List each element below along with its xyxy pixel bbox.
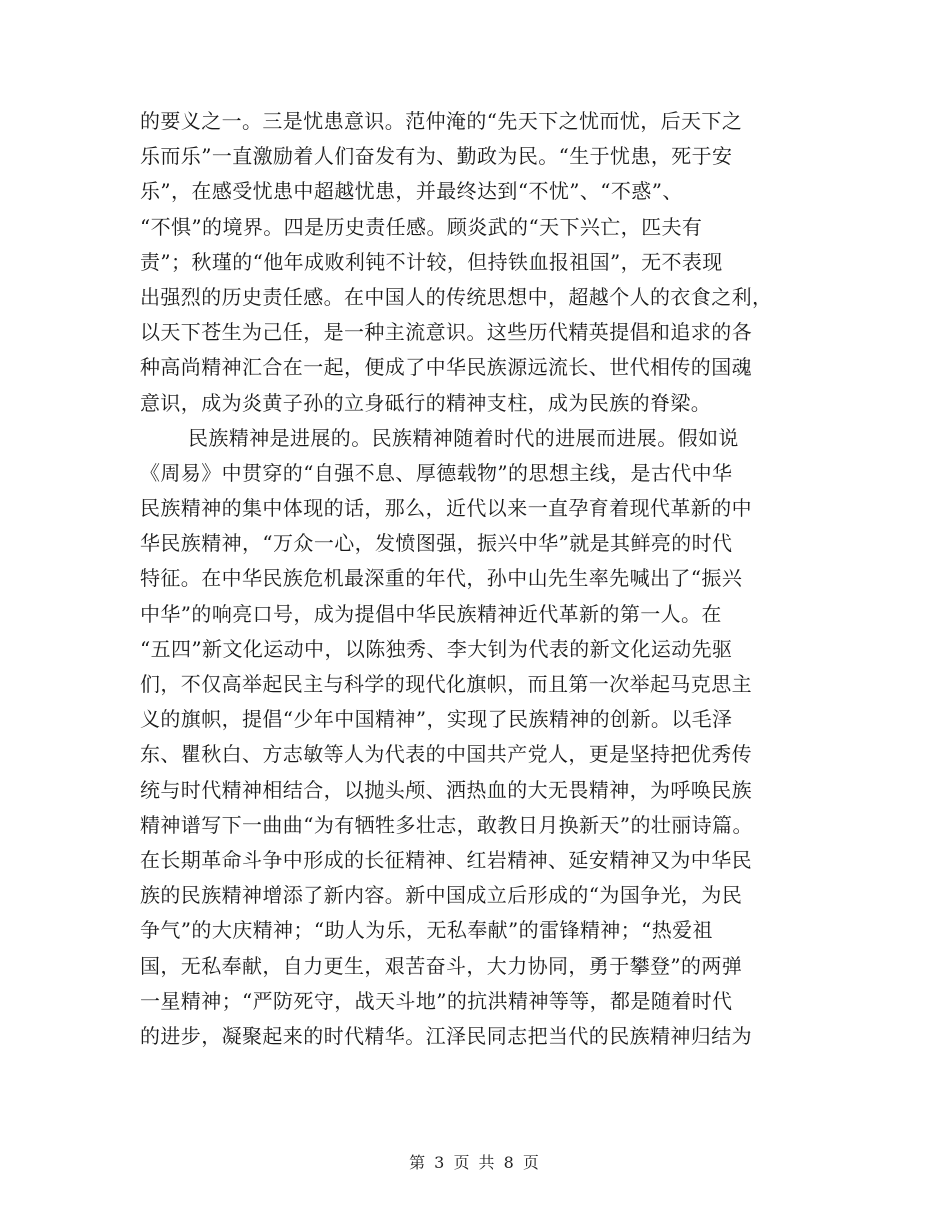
text-line: 的要义之一。三是忧患意识。范仲淹的“先天下之忧而忧，后天下之 [140,109,743,133]
text-line: 精神谱写下一曲曲“为有牺牲多壮志，敢教日月换新天”的壮丽诗篇。 [140,812,753,837]
text-line: 族的民族精神增添了新内容。新中国成立后形成的“为国争光，为民 [140,883,743,908]
text-line: 民族精神是进展的。民族精神随着时代的进展而进展。假如说 [188,425,739,450]
text-line: 乐”，在感受忧患中超越忧患，并最终达到“不忧”、“不惑”、 [140,179,683,204]
text-line: 民族精神的集中体现的话，那么，近代以来一直孕育着现代革新的中 [140,496,752,521]
text-line: “不惧”的境界。四是历史责任感。顾炎武的“天下兴亡，匹夫有 [140,214,703,239]
text-line: 争气”的大庆精神；“助人为乐，无私奉献”的雷锋精神；“热爱祖 [140,918,713,943]
text-line: 的进步，凝聚起来的时代精华。江泽民同志把当代的民族精神归结为 [140,1023,752,1048]
text-line: 特征。在中华民族危机最深重的年代，孙中山先生率先喊出了“振兴 [140,566,743,591]
text-line: 华民族精神，“万众一心，发愤图强，振兴中华”就是其鲜亮的时代 [140,531,733,556]
text-line: 种高尚精神汇合在一起，便成了中华民族源远流长、世代相传的国魂 [140,355,752,380]
document-body [140,104,820,1054]
text-line: 一星精神；“严防死守，战天斗地”的抗洪精神等等，都是随着时代 [140,988,733,1013]
text-line: 意识，成为炎黄子孙的立身砥行的精神支柱，成为民族的脊梁。 [140,390,712,415]
text-line: “五四”新文化运动中，以陈独秀、李大钊为代表的新文化运动先驱 [140,636,733,661]
text-line: 中华”的响亮口号，成为提倡中华民族精神近代革新的第一人。在 [140,601,722,626]
text-line: 责”；秋瑾的“他年成败利钝不计较，但持铁血报祖国”，无不表现 [140,249,723,274]
text-line: 出强烈的历史责任感。在中国人的传统思想中，超越个人的衣食之利， [140,284,773,309]
text-line: 以天下苍生为己任，是一种主流意识。这些历代精英提倡和追求的各 [140,320,752,345]
page-number-footer: 第 3 页 共 8 页 [409,1153,541,1172]
text-line: 义的旗帜，提倡“少年中国精神”，实现了民族精神的创新。以毛泽 [140,707,733,732]
text-line: 统与时代精神相结合，以抛头颅、洒热血的大无畏精神，为呼唤民族 [140,777,752,802]
text-line: 《周易》中贯穿的“自强不息、厚德载物”的思想主线，是古代中华 [140,460,733,485]
text-line: 们，不仅高举起民主与科学的现代化旗帜，而且第一次举起马克思主 [140,672,752,696]
text-line: 在长期革命斗争中形成的长征精神、红岩精神、延安精神又为中华民 [140,847,752,872]
text-line: 乐而乐”一直激励着人们奋发有为、勤政为民。“生于忧患，死于安 [140,144,733,169]
text-line: 国，无私奉献，自力更生，艰苦奋斗，大力协同，勇于攀登”的两弹 [140,953,743,978]
text-line: 东、瞿秋白、方志敏等人为代表的中国共产党人，更是坚持把优秀传 [140,742,752,767]
